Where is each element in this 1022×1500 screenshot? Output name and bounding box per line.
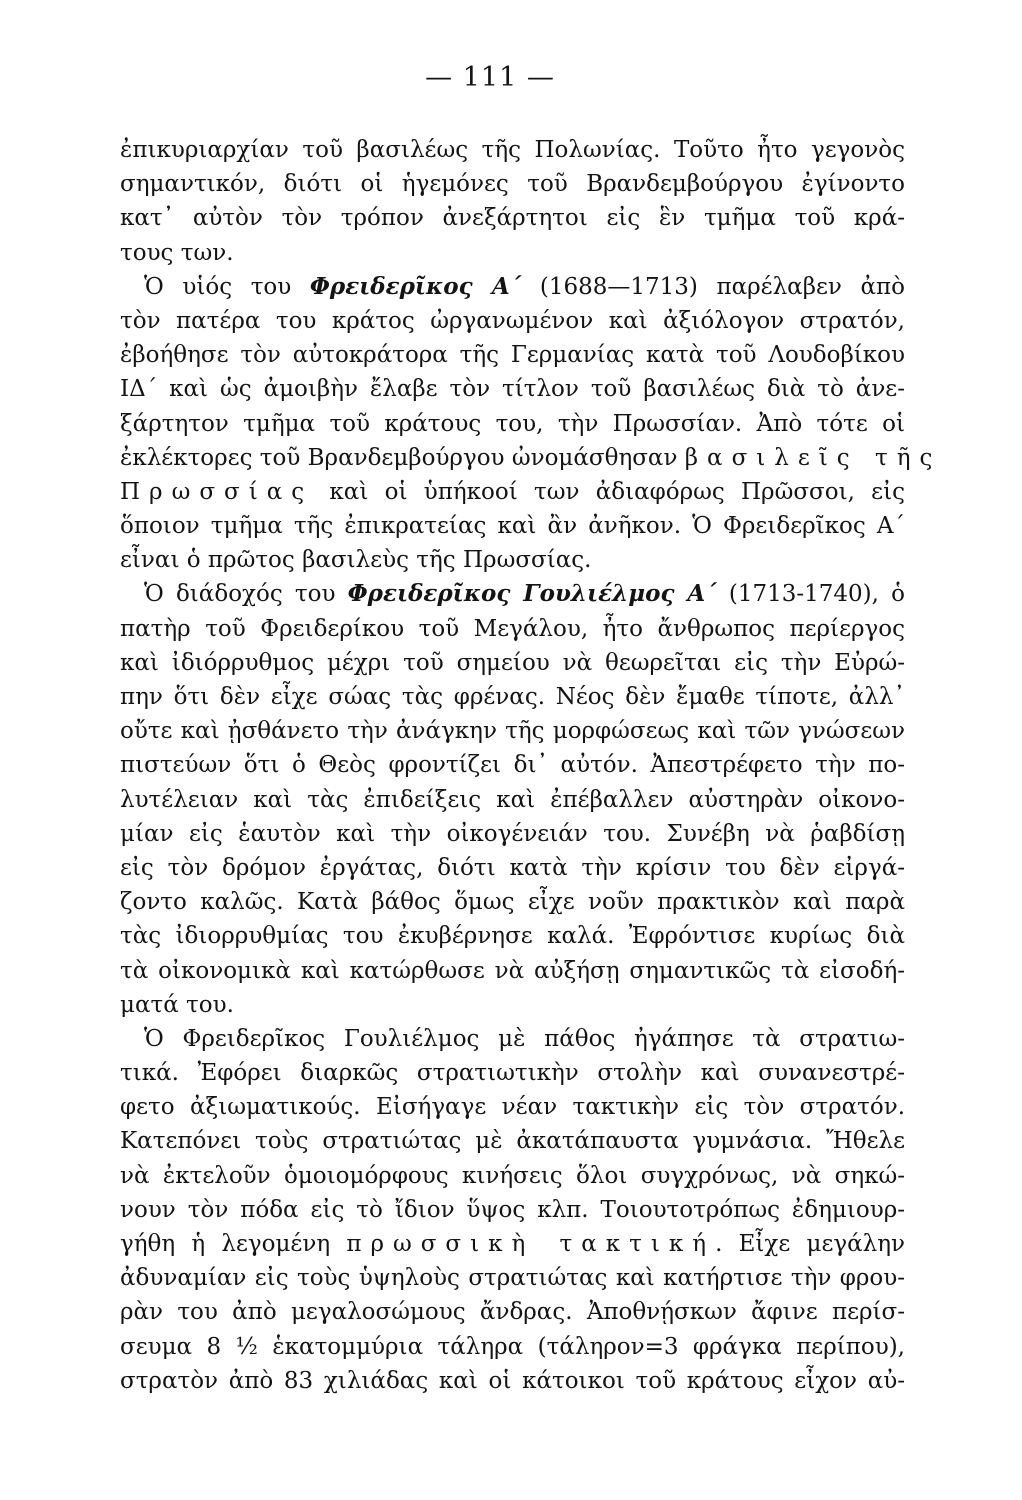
text-line: τους των.	[120, 239, 234, 266]
text-line: φετο ἀξιωματικούς. Εἰσήγαγε νέαν τακτικὴν εἰς τὸν στρατόν.	[120, 1094, 905, 1121]
paragraph-start-line: Ὁ υἱός του Φρειδερῖκος Α΄ (1688—1713) παρέλαβεν ἀπὸ	[144, 272, 905, 300]
text-line: μίαν εἰς ἑαυτὸν καὶ τὴν οἰκογένειάν του. Συνέβη νὰ ῥαβδίσῃ	[120, 820, 905, 847]
paragraph-start-line: Ὁ διάδοχός του Φρειδερῖκος Γουλιέλμος Α΄ (1713-1740), ὁ	[144, 580, 905, 608]
text-line: γήθη ἡ λεγομένη πρωσσικὴ τακτική. Εἶχε μεγάλην	[120, 1231, 905, 1257]
ruler-name-bold: Φρειδερῖκος Γουλιέλμος Α΄	[347, 580, 717, 608]
text-line: εἰς τὸν δρόμον ἐργάτας, διότι κατὰ τὴν κρίσιν του δὲν εἰργά-	[120, 854, 905, 881]
text-line: τὰ οἰκονομικὰ καὶ κατώρθωσε νὰ αὐξήσῃ σημαντικῶς τὰ εἰσοδή-	[120, 957, 905, 984]
text-line: νὰ ἐκτελοῦν ὁμοιομόρφους κινήσεις ὅλοι συγχρόνως, νὰ σηκώ-	[120, 1162, 905, 1189]
text-line: ἀδυναμίαν εἰς τοὺς ὑψηλοὺς στρατιώτας καὶ κατήρτισε τὴν φρου-	[120, 1265, 905, 1292]
paragraph-start-line: Ὁ Φρειδερῖκος Γουλιέλμος μὲ πάθος ἠγάπησε τὰ στρατιω-	[144, 1025, 905, 1052]
spaced-emphasis: βασιλεῖς τῆς	[684, 444, 942, 471]
text-line: Πρωσσίας καὶ οἱ ὑπήκοοί των ἀδιαφόρως Πρῶσσοι, εἰς	[120, 478, 905, 505]
text-line: ἐκλέκτορες τοῦ Βρανδεμβούργου ὠνομάσθησαν βασιλεῖς τῆς	[120, 444, 942, 471]
text-line: λυτέλειαν καὶ τὰς ἐπιδείξεις καὶ ἐπέβαλλεν αὐστηρὰν οἰκονο-	[120, 786, 905, 813]
text-line: οὔτε καὶ ᾐσθάνετο τὴν ἀνάγκην τῆς μορφώσεως καὶ τῶν γνώσεων	[120, 718, 905, 745]
text-line: τικά. Ἐφόρει διαρκῶς στρατιωτικὴν στολὴν καὶ συνανεστρέ-	[120, 1060, 905, 1087]
text-line: τὰς ἰδιορρυθμίας του ἐκυβέρνησε καλά. Ἐφρόντισε κυρίως διὰ	[120, 923, 905, 950]
text-line: ΙΔ΄ καὶ ὡς ἀμοιβὴν ἔλαβε τὸν τίτλον τοῦ βασιλέως διὰ τὸ ἀνε-	[120, 376, 905, 403]
body-text	[120, 133, 942, 1398]
text-line: ἐβοήθησε τὸν αὐτοκράτορα τῆς Γερμανίας κατὰ τοῦ Λουδοβίκου	[120, 342, 905, 369]
text-line: σημαντικόν, διότι οἱ ἡγεμόνες τοῦ Βρανδεμβούργου ἐγίνοντο	[120, 171, 905, 198]
text-line: σευμα 8 ½ ἑκατομμύρια τάληρα (τάληρον=3 φράγκα περίπου),	[120, 1333, 905, 1360]
text-line: καὶ ἰδιόρρυθμος μέχρι τοῦ σημείου νὰ θεωρεῖται εἰς τὴν Εὐρώ-	[120, 649, 905, 676]
text-line: ματά του.	[120, 991, 234, 1018]
text-line: ξάρτητον τμῆμα τοῦ κράτους του, τὴν Πρωσσίαν. Ἀπὸ τότε οἱ	[120, 410, 905, 437]
spaced-emphasis: Πρωσσίας	[120, 478, 314, 505]
ruler-name-bold: Φρειδερῖκος Α΄	[309, 272, 522, 300]
spaced-emphasis: πρωσσικὴ τακτική	[346, 1231, 716, 1257]
text-line: κατ᾿ αὐτὸν τὸν τρόπον ἀνεξάρτητοι εἰς ἓν τμῆμα τοῦ κρά-	[120, 205, 905, 232]
text-line: ἐπικυριαρχίαν τοῦ βασιλέως τῆς Πολωνίας. Τοῦτο ἦτο γεγονὸς	[120, 137, 905, 163]
text-line: πην ὅτι δὲν εἶχε σώας τὰς φρένας. Νέος δὲν ἔμαθε τίποτε, ἀλλ᾿	[120, 684, 905, 710]
text-line: τὸν πατέρα του κράτος ὠργανωμένον καὶ ἀξιόλογον στρατόν,	[120, 307, 905, 334]
page-number: — 111 —	[425, 62, 555, 93]
text-line: Κατεπόνει τοὺς στρατιώτας μὲ ἀκατάπαυστα γυμνάσια. Ἤθελε	[120, 1128, 905, 1155]
text-line: ρὰν του ἀπὸ μεγαλοσώμους ἄνδρας. Ἀποθνῄσκων ἄφινε περίσ-	[120, 1299, 905, 1326]
text-line: ὅποιον τμῆμα τῆς ἐπικρατείας καὶ ἂν ἀνῆκον. Ὁ Φρειδερῖκος Α΄	[120, 513, 905, 540]
text-line: πιστεύων ὅτι ὁ Θεὸς φροντίζει δι᾿ αὐτόν. Ἀπεστρέφετο τὴν πο-	[120, 752, 905, 779]
text-line: ζοντο καλῶς. Κατὰ βάθος ὅμως εἶχε νοῦν πρακτικὸν καὶ παρὰ	[120, 889, 905, 916]
text-line: νουν τὸν πόδα εἰς τὸ ἴδιον ὕψος κλπ. Τοιουτοτρόπως ἐδημιουρ-	[120, 1196, 905, 1223]
text-line: εἶναι ὁ πρῶτος βασιλεὺς τῆς Πρωσσίας.	[120, 547, 592, 574]
text-line: στρατὸν ἀπὸ 83 χιλιάδας καὶ οἱ κάτοικοι τοῦ κράτους εἶχον αὐ-	[120, 1367, 905, 1394]
text-line: πατὴρ τοῦ Φρειδερίκου τοῦ Μεγάλου, ἦτο ἄνθρωπος περίεργος	[120, 615, 905, 642]
